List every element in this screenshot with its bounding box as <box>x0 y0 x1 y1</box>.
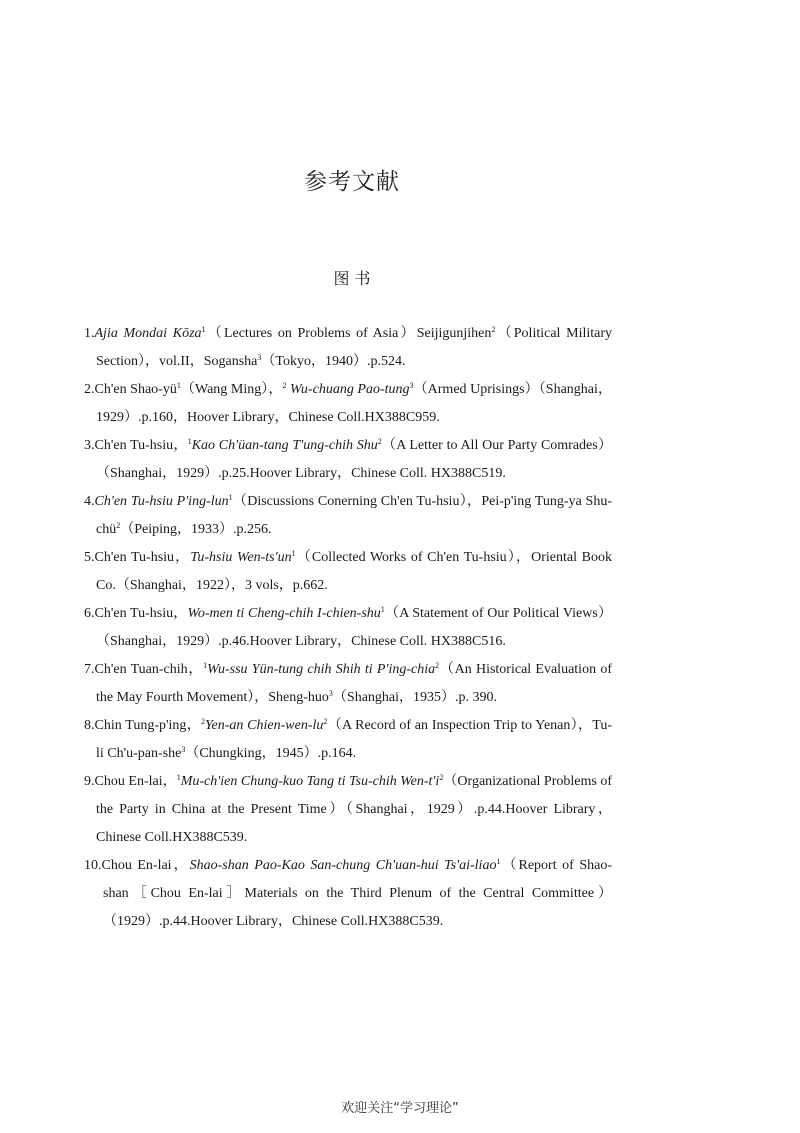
section-title: 图 书 <box>333 269 371 288</box>
reference-title: Shao-shan Pao-Kao San-chung Ch'uan-hui Ts'ai-liao <box>189 858 497 873</box>
reference-item: 2.Ch'en Shao-$yü^1(Wang$ Ming），$^2$ Wu-chuang Pao-tung$^3$（Armed Uprisings）（Shanghai，1929）.p.160，Hoover Library，Chinese Coll.HX388C959. <box>84 381 612 425</box>
reference-item: 3.Ch'en Tu-hsiu，$^1$Kao Ch'üan-tang T'ung-chih Shu$^2$（A Letter to All Our Party Comrades）（Shanghai，1929）.p.25.Hoover Library，Chinese Coll. HX388C519. <box>84 437 612 481</box>
reference-title: Wu-ssu Yün-tung chih Shih ti P'ing-chia <box>207 662 436 677</box>
reference-title: Tu-hsiu Wen-ts'un <box>190 550 292 565</box>
reference-title: Wo-men ti Cheng-chih I-chien-shu <box>187 606 381 621</box>
reference-title: Ajia Mondai Kōza <box>94 326 202 341</box>
reference-item: 9.Chou En-lai，$^1$Mu-ch'ien Chung-kuo Tang ti Tsu-chih Wen-$t'i^2(Organizational$ Problems of the Party in China at the Present Time）（Shanghai，1929）.p.44.Hoover Library，Chinese Coll.HX388C539. <box>84 773 613 845</box>
reference-item: 7.Ch'en Tuan-chih，$^1$Wu-ssu Yün-tung chih Shih ti P'ing-chia$^2$（An Historical Evaluation of the May Fourth Movement），Sheng-huo$^3$（Shanghai，1935）.p. 390. <box>84 661 612 705</box>
page-footer: 欢迎关注“学习理论” <box>341 1101 459 1116</box>
reference-title: Wu-chuang Pao-tung <box>290 382 410 397</box>
reference-item: 4.Ch'en Tu-hsiu P'ing-lun$^1$（Discussions Conerning Ch'en Tu-hsiu），Pei-p'ing Tung-ya Shu-chü$^2$（Peiping，1933）.p.256. <box>84 493 612 537</box>
page-title: 参考文献 <box>304 169 400 195</box>
reference-list <box>84 320 612 936</box>
reference-title: Mu-ch'ien Chung-kuo Tang ti Tsu-chih Wen-t'i <box>180 774 440 789</box>
reference-item: 1.Ajia Mondai Kōza$^1$（Lectures on Problems of Asia）Seijigunjihen$^2$（Political Military Section），vol.II，Sogansha$^3$（Tokyo，1940）.p.524. <box>84 325 613 369</box>
reference-item: 10.Chou En-lai，Shao-shan Pao-Kao San-chung Ch'uan-hui Ts'ai-liao$^1$（Report of Shao-shan［Chou En-lai］Materials on the Third Plenum of the Central Committee）（1929）.p.44.Hoover Library，Chinese Coll.HX388C539. <box>84 857 612 929</box>
reference-title: Kao Ch'üan-tang T'ung-chih Shu <box>191 438 378 453</box>
reference-title: Ch'en Tu-hsiu P'ing-lun <box>94 494 229 509</box>
reference-item: 5.Ch'en Tu-hsiu，Tu-hsiu Wen-$ts'un^1(Collected$ Works of Ch'en Tu-hsiu），Oriental Book Co.（Shanghai，1922），3 vols，p.662. <box>84 549 612 593</box>
reference-title: Yen-an Chien-wen-lu <box>205 718 324 733</box>
reference-item: 8.Chin Tung-p'ing，$^2$Yen-an Chien-$wen-lu^2(A$ Record of an Inspection Trip to Yenan），Tu-li Ch'u-pan-she$^3$（Chungking，1945）.p.164. <box>84 717 612 761</box>
reference-item: 6.Ch'en Tu-hsiu，Wo-men ti Cheng-chih I-chien-shu$^1$（A Statement of Our Political Views）（Shanghai，1929）.p.46.Hoover Library，Chinese Coll. HX388C516. <box>84 605 612 649</box>
